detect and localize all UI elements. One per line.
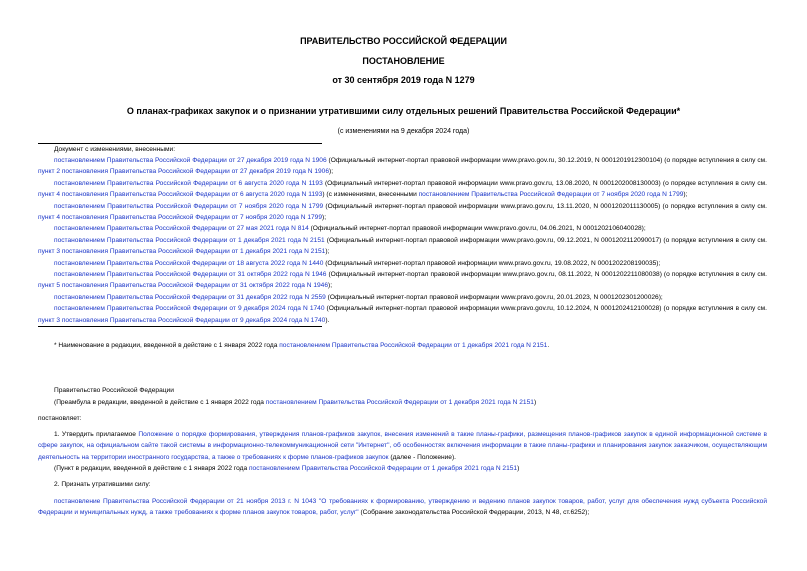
item-1: 1. Утвердить прилагаемое Положение о порядке формирования, утверждения планов-графиков закупок, внесения изменений в такие планы-графики, размещения планов-графиков закупок в единой информационной системе в сфере закупок, на официальном сайте такой системы в информационно-телекоммуникационной сети "Интернет", об особенностях включения информации в такие планы-графики и планирования закупок заказчиком, осуществляющим деятельность на территории иностранного государства, а также о требованиях к форме планов-графиков закупок (далее - Положение). (Пункт в редакции, введенной в действие с 1 января 2022 года постановлением Правительства Российской Федерации от 1 декабря 2021 года N 2151) (38, 429, 767, 475)
change-item: постановлением Правительства Российской Федерации от 7 ноября 2020 года N 1799 (Официальный интернет-портал правовой информации www.pravo.gov.ru, 13.11.2020, N 0001202011130005) (о порядке вступления в силу см. пункт 4 постановления Правительства Российской Федерации от 7 ноября 2020 года N 1799); (38, 202, 767, 222)
change-link[interactable]: постановлением Правительства Российской Федерации от 27 декабря 2019 года N 1906 (54, 157, 327, 164)
change-item: постановлением Правительства Российской Федерации от 9 декабря 2024 года N 1740 (Официальный интернет-портал правовой информации www.pravo.gov.ru, 10.12.2024, N 0001202412100028) (о порядке вступления в силу см. пункт 3 постановления Правительства Российской Федерации от 9 декабря 2024 года N 1740). (38, 305, 767, 324)
change-item: постановлением Правительства Российской Федерации от 27 декабря 2019 года N 1906 (Официальный интернет-портал правовой информации www.pravo.gov.ru, 30.12.2019, N 0001201912300104) (о порядке вступления в силу см. пункт 2 постановления Правительства Российской Федерации от 27 декабря 2019 года N 1906); (38, 157, 767, 176)
change-link[interactable]: постановлением Правительства Российской Федерации от 1 декабря 2021 года N 2151 (54, 236, 325, 244)
document-title: О планах-графиках закупок и о признании утратившими силу отдельных решений Правительства Российской Федерации* (126, 106, 681, 116)
change-link[interactable]: постановлением Правительства Российской Федерации от 18 августа 2022 года N 1440 (54, 259, 324, 267)
footnote-link[interactable]: постановлением Правительства Российской Федерации от 1 декабря 2021 года N 2151 (279, 342, 548, 349)
document-date-number: от 30 сентября 2019 года N 1279 (332, 75, 475, 85)
decides-label: постановляет: (38, 415, 82, 422)
change-link[interactable]: пункт 2 постановления Правительства Российской Федерации от 27 декабря 2019 года N 1906 (38, 168, 329, 176)
changes-bottom-rule (38, 326, 322, 327)
change-item: постановлением Правительства Российской Федерации от 27 мая 2021 года N 814 (Официальный интернет-портал правовой информации www.pravo.gov.ru, 04.06.2021, N 0001202106040028); (54, 225, 646, 233)
changes-list (38, 155, 767, 326)
change-link[interactable]: пункт 3 постановления Правительства Российской Федерации от 9 декабря 2024 года N 1740 (38, 316, 326, 324)
change-link[interactable]: постановлением Правительства Российской Федерации от 27 мая 2021 года N 814 (54, 225, 309, 233)
document-type: ПОСТАНОВЛЕНИЕ (362, 56, 445, 66)
change-item: постановлением Правительства Российской Федерации от 1 декабря 2021 года N 2151 (Официальный интернет-портал правовой информации www.pravo.gov.ru, 09.12.2021, N 0001202112090017) (о порядке вступления в силу см. пункт 3 постановления Правительства Российской Федерации от 1 декабря 2021 года N 2151); (38, 236, 767, 256)
change-link[interactable]: пункт 5 постановления Правительства Российской Федерации от 31 октября 2022 года N 1946 (38, 282, 329, 290)
title-footnote: * Наименование в редакции, введенной в действие с 1 января 2022 года постановлением Правительства Российской Федерации от 1 декабря 2021 года N 2151. (54, 342, 550, 349)
change-link[interactable]: пункт 4 постановления Правительства Российской Федерации от 7 ноября 2020 года N 1799 (38, 214, 322, 222)
change-item: постановлением Правительства Российской Федерации от 31 октября 2022 года N 1946 (Официальный интернет-портал правовой информации www.pravo.gov.ru, 08.11.2022, N 0001202211080038) (о порядке вступления в силу см. пункт 5 постановления Правительства Российской Федерации от 31 октября 2022 года N 1946); (38, 271, 767, 290)
item-2: 2. Признать утратившими силу: (54, 481, 151, 488)
change-link[interactable]: пункт 4 постановления Правительства Российской Федерации от 6 августа 2020 года N 1193 (38, 191, 323, 199)
regulation-link[interactable]: Положение о порядке формирования, утверждения планов-графиков закупок, внесения изменений в такие планы-графики, размещения планов-графиков закупок в единой информационной системе в сфере закупок, на официальном сайте такой системы в информационно-телекоммуникационной сети "Интернет", об особенностях включения информации в такие планы-графики и планирования закупок заказчиком, осуществляющим деятельность на территории иностранного государства, а также о требованиях к форме планов-графиков закупок (38, 431, 767, 461)
preamble-note-link[interactable]: постановлением Правительства Российской Федерации от 1 декабря 2021 года N 2151 (265, 399, 534, 406)
change-link[interactable]: постановлением Правительства Российской Федерации от 6 августа 2020 года N 1193 (54, 179, 323, 187)
issuing-authority: ПРАВИТЕЛЬСТВО РОССИЙСКОЙ ФЕДЕРАЦИИ (300, 36, 507, 46)
changes-intro: Документ с изменениями, внесенными: (54, 146, 176, 153)
change-item: постановлением Правительства Российской Федерации от 18 августа 2022 года N 1440 (Официальный интернет-портал правовой информации www.pravo.gov.ru, 19.08.2022, N 0001202208190035); (54, 259, 661, 267)
change-link[interactable]: пункт 3 постановления Правительства Российской Федерации от 1 декабря 2021 года N 2151 (38, 248, 326, 256)
change-link[interactable]: постановлением Правительства Российской Федерации от 31 декабря 2022 года N 2559 (54, 293, 326, 301)
item-1-note: (Пункт в редакции, введенной в действие с 1 января 2022 года постановлением Правительства Российской Федерации от 1 декабря 2021 года N 2151) (54, 465, 520, 473)
preamble-note: (Преамбула в редакции, введенной в действие с 1 января 2022 года постановлением Правительства Российской Федерации от 1 декабря 2021 года N 2151) (54, 399, 537, 406)
revision-note: (с изменениями на 9 декабря 2024 года) (337, 128, 470, 135)
change-item: постановлением Правительства Российской Федерации от 31 декабря 2022 года N 2559 (Официальный интернет-портал правовой информации www.pravo.gov.ru, 20.01.2023, N 0001202301200026); (54, 293, 663, 301)
item-1-note-link[interactable]: постановлением Правительства Российской Федерации от 1 декабря 2021 года N 2151 (248, 465, 518, 473)
change-link[interactable]: постановлением Правительства Российской Федерации от 7 ноября 2020 года N 1799 (54, 202, 324, 210)
change-link[interactable]: постановлением Правительства Российской Федерации от 31 октября 2022 года N 1946 (54, 271, 327, 279)
preamble-org: Правительство Российской Федерации (54, 387, 174, 394)
item-2-sub: постановление Правительства Российской Федерации от 21 ноября 2013 г. N 1043 "О требованиях к формированию, утверждению и ведению планов закупок товаров, работ, услуг для обеспечения нужд субъекта Российской Федерации и муниципальных нужд, а также требованиях к форме планов закупок товаров, работ, услуг" (Собрание законодательства Российской Федерации, 2013, N 48, ст.6252); (38, 498, 767, 517)
repealed-act-link[interactable]: постановление Правительства Российской Федерации от 21 ноября 2013 г. N 1043 "О требованиях к формированию, утверждению и ведению планов закупок товаров, работ, услуг для обеспечения нужд субъекта Российской Федерации и муниципальных нужд, а также требованиях к форме планов закупок товаров, работ, услуг" (38, 498, 767, 517)
change-link[interactable]: постановлением Правительства Российской Федерации от 7 ноября 2020 года N 1799 (418, 191, 684, 199)
change-item: постановлением Правительства Российской Федерации от 6 августа 2020 года N 1193 (Официальный интернет-портал правовой информации www.pravo.gov.ru, 13.08.2020, N 0001202008130003) (о порядке вступления в силу см. пункт 4 постановления Правительства Российской Федерации от 6 августа 2020 года N 1193) (с изменениями, внесенными постановлением Правительства Российской Федерации от 7 ноября 2020 года N 1799); (38, 179, 767, 199)
change-link[interactable]: постановлением Правительства Российской Федерации от 9 декабря 2024 года N 1740 (54, 305, 325, 313)
